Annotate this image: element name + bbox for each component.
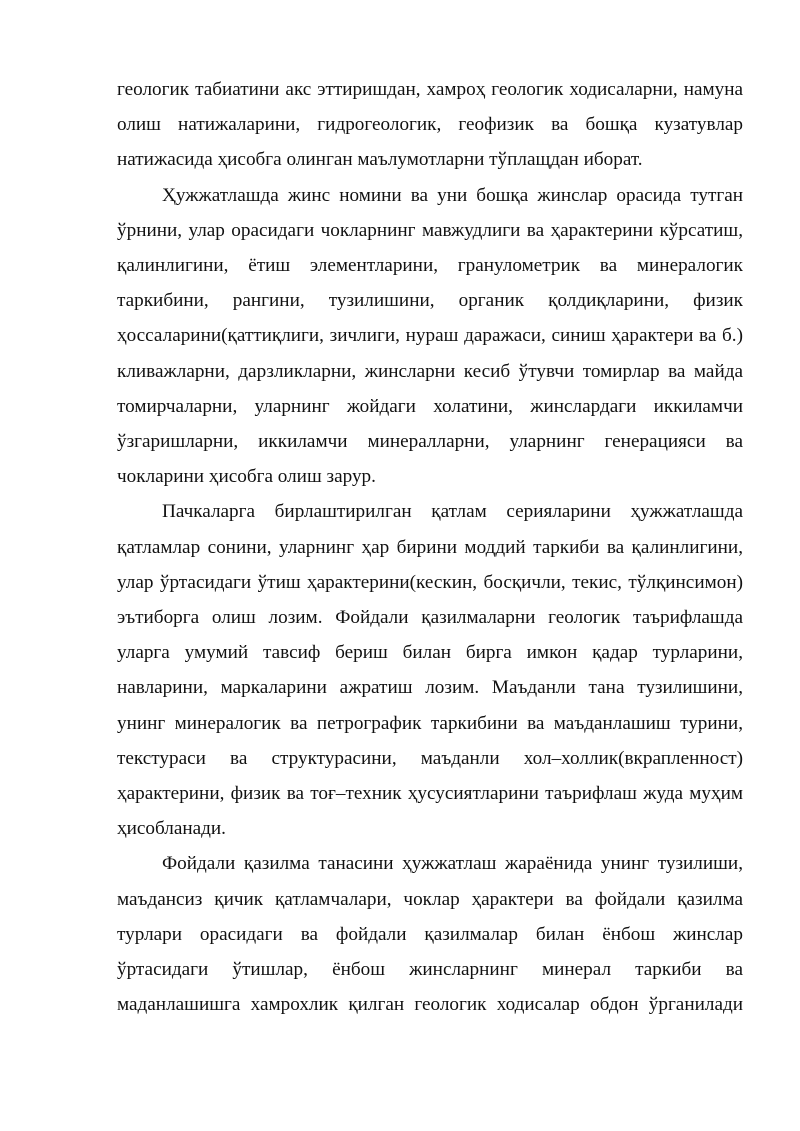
paragraph-layer-series: Пачкаларга бирлаштирилган қатлам серияларини ҳужжатлашда қатламлар сонини, уларнинг ҳар бирини моддий таркиби ва қалинлигини, улар ўртасидаги ўтиш ҳарактерини(кескин, босқичли, текис, тўлқинсимон) эътиборга олиш лозим. Фойдали қазилмаларни геологик таърифлашда уларга умумий тавсиф бериш билан бирга имкон қадар турларини, навларини, маркаларини ажратиш лозим. Маъданли тана тузилишини, унинг минералогик ва петрографик таркибини ва маъданлашиш турини, текстураси ва структурасини, маъданли хол–холлик(вкрапленност) ҳарактерини, физик ва тоғ–техник ҳусусиятларини таърифлаш жуда муҳим ҳисобланади. [117,501,743,840]
paragraph-mineral-body: Фойдали қазилма танасини ҳужжатлаш жараёнида унинг тузилиши, маъдансиз қичик қатламчалари, чоклар ҳарактери ва фойдали қазилма турлари орасидаги ва фойдали қазилмалар билан ёнбош жинслар ўртасидаги ўтишлар, ёнбош жинсларнинг минерал таркиби ва маданлашишга хамрохлик қилган геологик ходисалар обдон ўрганилади [117,853,743,1016]
paragraph-documentation-requirements: Ҳужжатлашда жинс номини ва уни бошқа жинслар орасида тутган ўрнини, улар орасидаги чокларнинг мавжудлиги ва ҳарактерини кўрсатиш, қалинлигини, ётиш элементларини, гранулометрик ва минералогик таркибини, рангини, тузилишини, органик қолдиқларини, физик ҳоссаларини(қаттиқлиги, зичлиги, нураш даражаси, синиш ҳарактери ва б.) кливажларни, дарзликларни, жинсларни кесиб ўтувчи томирлар ва майда томирчаларни, уларнинг жойдаги холатини, жинслардаги иккиламчи ўзгаришларни, иккиламчи минералларни, уларнинг генерацияси ва чокларини ҳисобга олиш зарур. [117,184,743,488]
document-text [117,72,743,1022]
paragraph-continuation: геологик табиатини акс эттиришдан, хамроҳ геологик ходисаларни, намуна олиш натижаларини, гидрогеологик, геофизик ва бошқа кузатувлар натижасида ҳисобга олинган маълумотларни тўплащдан иборат. [117,79,743,171]
